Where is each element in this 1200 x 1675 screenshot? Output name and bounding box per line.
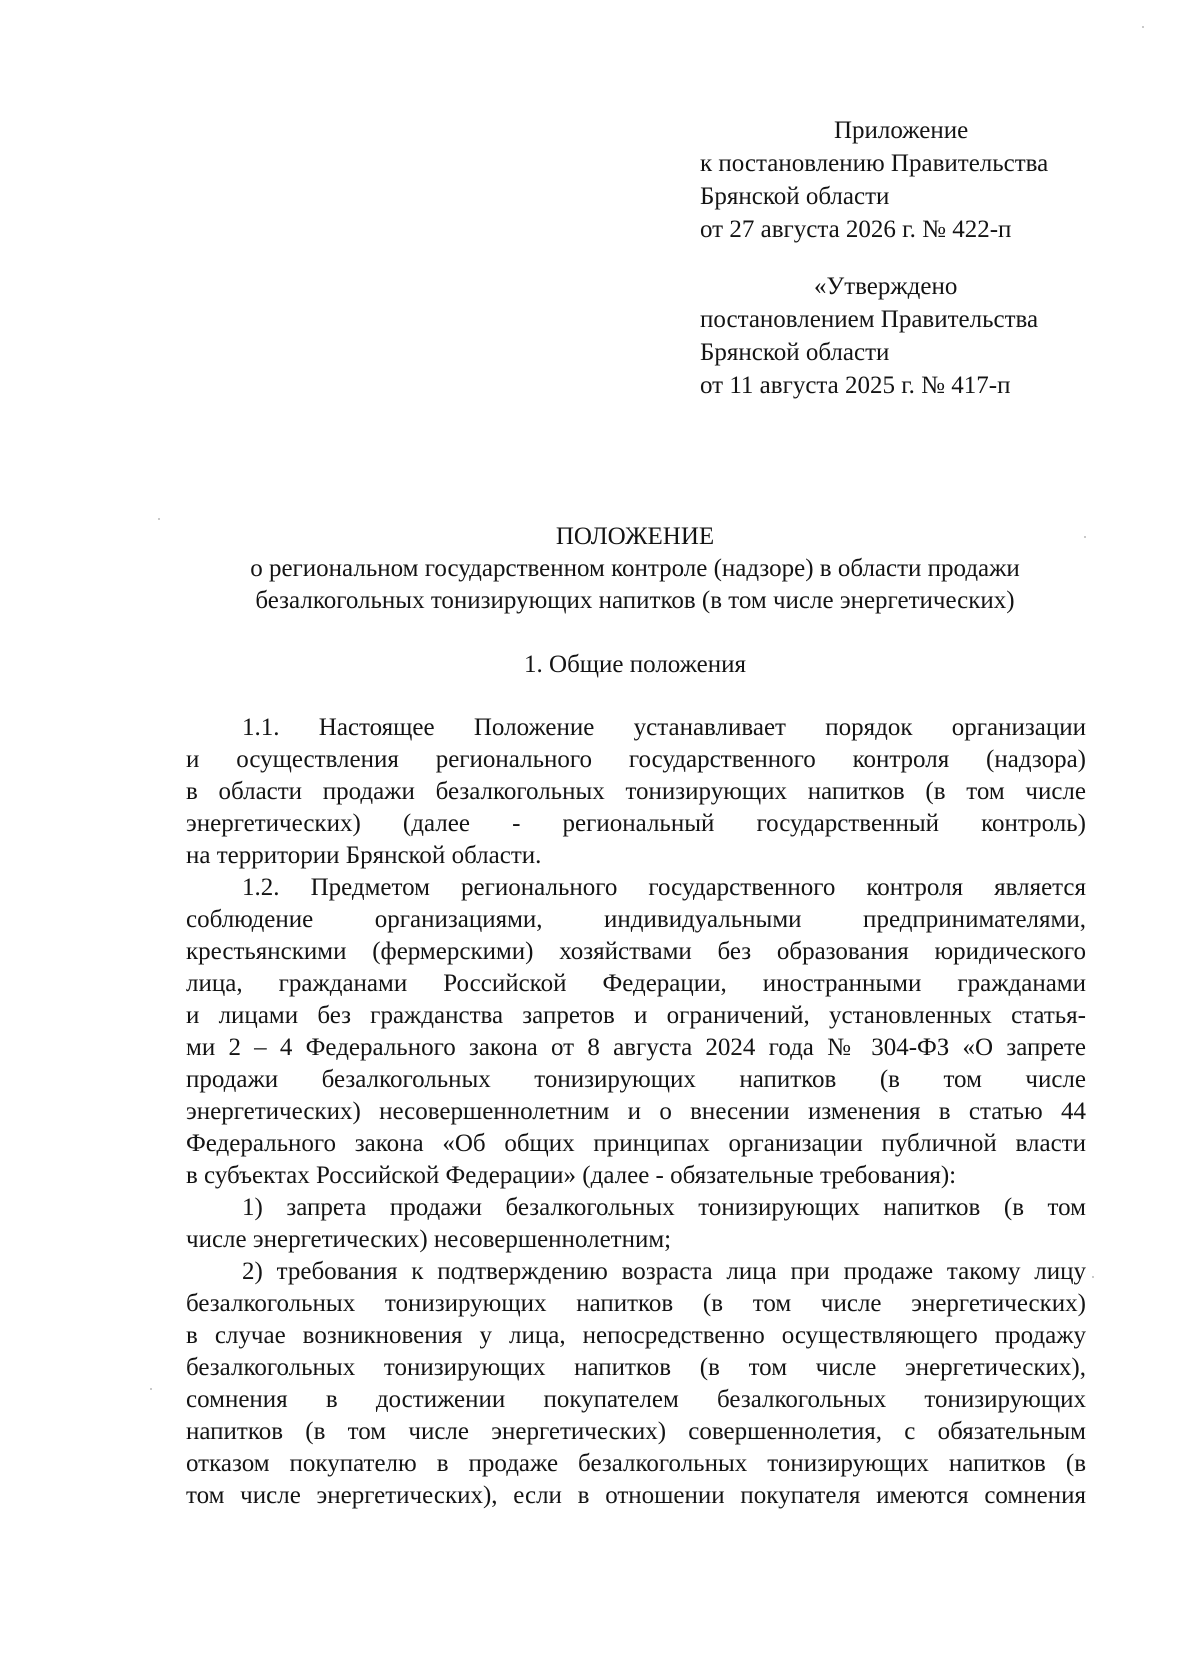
document-body	[186, 712, 1086, 1512]
paragraph-line: 1) запрета продажи безалкогольных тонизирующих напитков (в том	[242, 1194, 1086, 1221]
paragraph-line: том числе энергетических), если в отношении покупателя имеются сомнения	[186, 1482, 1086, 1509]
scan-speck	[158, 518, 160, 520]
paragraph-line: напитков (в том числе энергетических) совершеннолетия, с обязательным	[186, 1418, 1086, 1445]
approved-region-line: Брянской области	[700, 339, 890, 366]
appendix-label: Приложение	[834, 117, 969, 144]
paragraph-line: Федерального закона «Об общих принципах организации публичной власти	[186, 1130, 1086, 1157]
paragraph-line: ми 2 – 4 Федерального закона от 8 августа 2024 года № 304-ФЗ «О запрете	[186, 1034, 1086, 1061]
document-subtitle-line-1: о региональном государственном контроле (надзоре) в области продажи	[250, 555, 1020, 582]
paragraph-line: 1.2. Предметом регионального государственного контроля является	[242, 874, 1086, 901]
paragraph-line: соблюдение организациями, индивидуальными предпринимателями,	[186, 906, 1086, 933]
appendix-date-number: от 27 августа 2026 г. № 422-п	[700, 216, 1012, 243]
section-heading: 1. Общие положения	[524, 651, 746, 678]
paragraph-line: лица, гражданами Российской Федерации, иностранными гражданами	[186, 970, 1086, 997]
paragraph-1-1	[186, 712, 1086, 872]
approved-resolution-line: постановлением Правительства	[700, 306, 1039, 333]
paragraph-line: в субъектах Российской Федерации» (далее - обязательные требования):	[186, 1162, 957, 1189]
paragraph-line: сомнения в достижении покупателем безалкогольных тонизирующих	[186, 1386, 1086, 1413]
paragraph-line: 1.1. Настоящее Положение устанавливает порядок организации	[242, 714, 1086, 741]
paragraph-line: и лицами без гражданства запретов и ограничений, установленных статья-	[186, 1002, 1086, 1029]
paragraph-line: числе энергетических) несовершеннолетним;	[186, 1226, 672, 1253]
appendix-resolution-line: к постановлению Правительства	[700, 150, 1049, 177]
paragraph-line: продажи безалкогольных тонизирующих напитков (в том числе	[186, 1066, 1086, 1093]
document-title-block	[180, 521, 1090, 617]
appendix-region-line: Брянской области	[700, 183, 890, 210]
paragraph-line: в области продажи безалкогольных тонизирующих напитков (в том числе	[186, 778, 1086, 805]
paragraph-line: энергетических) (далее - региональный государственный контроль)	[186, 810, 1086, 837]
paragraph-line: на территории Брянской области.	[186, 842, 542, 869]
scan-speck	[1092, 1276, 1094, 1278]
appendix-block	[700, 114, 1140, 246]
paragraph-1-2	[186, 872, 1086, 1192]
paragraph-line: безалкогольных тонизирующих напитков (в том числе энергетических),	[186, 1354, 1086, 1381]
paragraph-line: и осуществления регионального государственного контроля (надзора)	[186, 746, 1086, 773]
list-item-2	[186, 1256, 1086, 1512]
scan-speck	[150, 1388, 152, 1390]
list-item-1	[186, 1192, 1086, 1256]
document-subtitle-line-2: безалкогольных тонизирующих напитков (в том числе энергетических)	[255, 587, 1015, 614]
paragraph-line: энергетических) несовершеннолетним и о внесении изменения в статью 44	[186, 1098, 1086, 1125]
paragraph-line: 2) требования к подтверждению возраста лица при продаже такому лицу	[242, 1258, 1086, 1285]
approved-label: «Утверждено	[814, 273, 958, 300]
document-title: ПОЛОЖЕНИЕ	[555, 523, 715, 550]
scan-speck	[1084, 536, 1086, 538]
paragraph-line: в случае возникновения у лица, непосредственно осуществляющего продажу	[186, 1322, 1086, 1349]
paragraph-line: крестьянскими (фермерскими) хозяйствами без образования юридического	[186, 938, 1086, 965]
approved-block	[700, 270, 1140, 402]
approved-date-number: от 11 августа 2025 г. № 417-п	[700, 372, 1011, 399]
paragraph-line: безалкогольных тонизирующих напитков (в том числе энергетических)	[186, 1290, 1086, 1317]
scan-speck	[1142, 26, 1144, 28]
paragraph-line: отказом покупателю в продаже безалкогольных тонизирующих напитков (в	[186, 1450, 1086, 1477]
